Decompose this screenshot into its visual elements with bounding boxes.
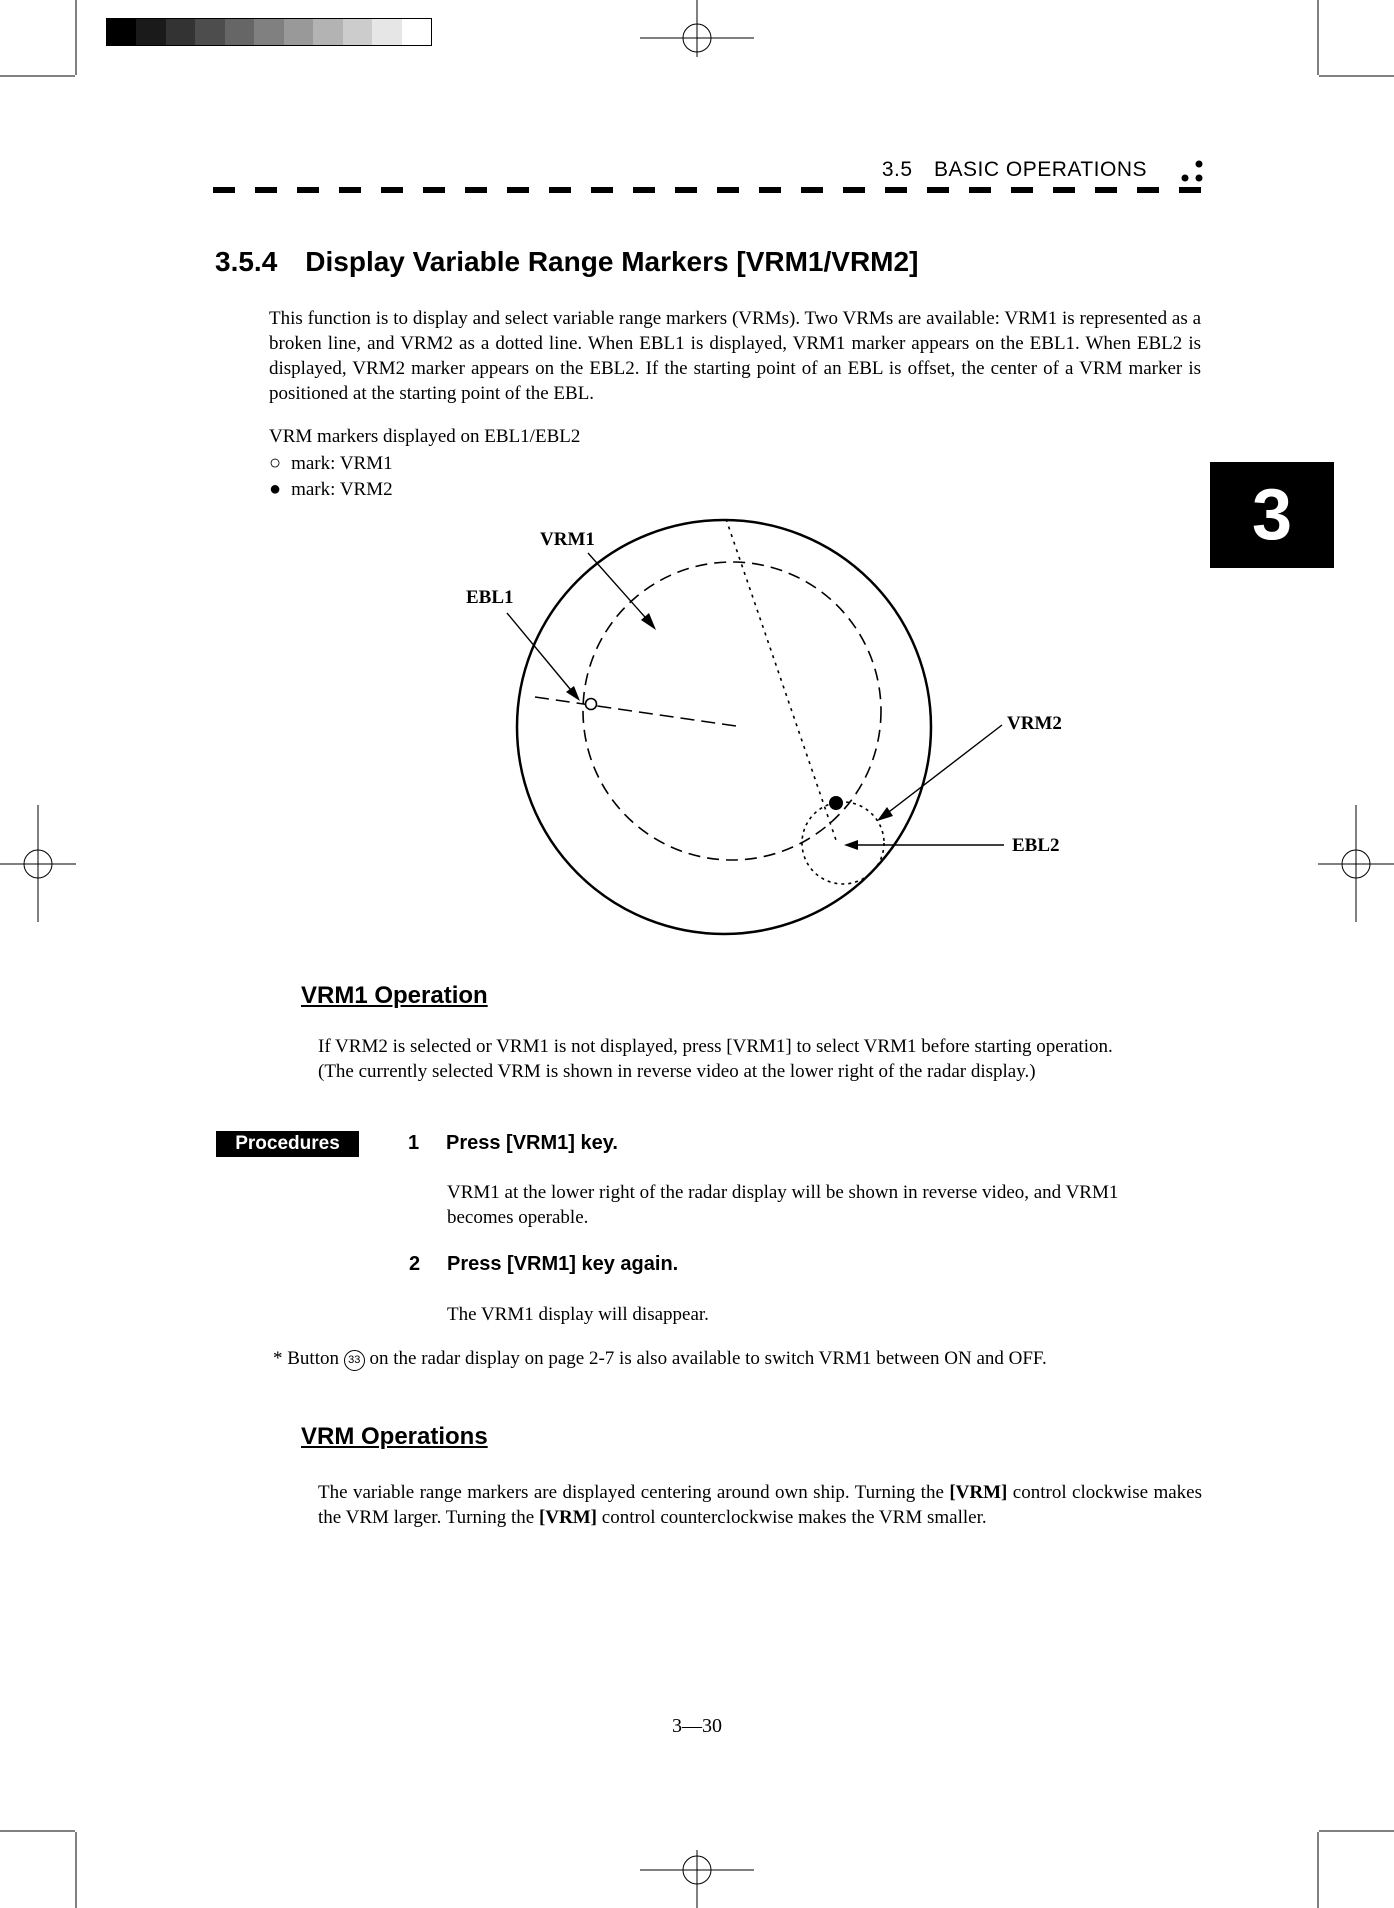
button-note [273,1348,1047,1371]
radar-outer-circle [517,520,931,934]
vrm1-marker [586,699,597,710]
header-dashed-rule [213,186,1205,194]
step-2-text: The VRM1 display will disappear. [447,1304,709,1325]
ebl2-dotted-line [726,519,837,843]
step-1-title-text: Press [VRM1] key. [446,1132,618,1154]
chapter-tab: 3 [1210,462,1334,568]
vrm1-operation-heading: VRM1 Operation [301,982,488,1009]
diagram-label-vrm2: VRM2 [1007,713,1062,734]
procedures-badge: Procedures [216,1131,359,1157]
diagram-label-ebl1: EBL1 [466,587,514,608]
vrm-operations-text-c: control counterclockwise makes the VRM smaller. [597,1507,987,1528]
step-2-title [409,1253,678,1276]
intro-paragraph: This function is to display and select variable range markers (VRMs). Two VRMs are available: VRM1 is represented as a broken line, and VRM2 as a dotted line. When EBL1 is displayed, VRM1 marker appears on the EBL1. When EBL2 is displayed, VRM2 marker appears on the EBL2. If the starting point of an EBL is offset, the center of a VRM marker is positioned at the starting point of the EBL. [269,308,1201,404]
vrm1-leader-line [588,553,652,625]
legend-vrm1-label: mark: VRM1 [291,452,393,474]
vrm1-operation-line-2: (The currently selected VRM is shown in reverse video at the lower right of the radar display.) [318,1061,1036,1082]
diagram-label-ebl2: EBL2 [1012,835,1060,856]
filled-circle-icon: ● [269,478,282,500]
note-prefix: * Button [273,1348,339,1369]
vrm2-arrowhead [877,807,893,821]
legend-vrm2-label: mark: VRM2 [291,478,393,500]
section-title: 3.5.4 Display Variable Range Markers [VRM1/VRM2] [215,246,919,277]
legend-title: VRM markers displayed on EBL1/EBL2 [269,426,581,447]
circled-number-icon: 33 [344,1350,365,1371]
note-suffix: on the radar display on page 2-7 is also available to switch VRM1 between ON and OFF. [369,1348,1047,1369]
running-header: 3.5 BASIC OPERATIONS [881,158,1147,181]
step-2-title-text: Press [VRM1] key again. [447,1253,679,1275]
vrm-operations-text-a: The variable range markers are displayed centering around own ship. Turning the [318,1482,950,1503]
ebl1-dashed-line [535,697,736,726]
ebl1-leader-line [507,613,575,695]
vrm2-leader-line [885,725,1002,815]
step-1-number: 1 [408,1132,420,1154]
step-1-title [408,1132,618,1155]
vrm1-operation-paragraph [318,1034,1206,1084]
ebl2-arrowhead [844,840,858,850]
grayscale-calibration-bar [106,18,432,46]
page-number: 3—30 [672,1715,722,1737]
vrm-operations-text-b: control clockwise makes the VRM larger. Turning the [318,1482,1202,1528]
step-2-number: 2 [409,1253,421,1275]
vrm1-operation-line-1: If VRM2 is selected or VRM1 is not displayed, press [VRM1] to select VRM1 before starting operation. [318,1036,1113,1057]
vrm2-marker [829,796,843,810]
vrm-operations-paragraph [318,1480,1202,1530]
diagram-label-vrm1: VRM1 [540,529,595,550]
legend-row-vrm2 [269,478,393,501]
radar-vrm-diagram [440,505,1090,945]
legend-row-vrm1 [269,452,393,475]
ebl1-arrowhead [566,686,580,701]
header-dots-icon [1178,158,1206,186]
open-circle-icon: ○ [269,452,282,474]
vrm-control-2: [VRM] [538,1507,598,1528]
vrm-control-1: [VRM] [949,1482,1008,1503]
vrm-operations-heading: VRM Operations [301,1423,488,1450]
step-1-text: VRM1 at the lower right of the radar display will be shown in reverse video, and VRM1 becomes operable. [447,1182,1119,1228]
